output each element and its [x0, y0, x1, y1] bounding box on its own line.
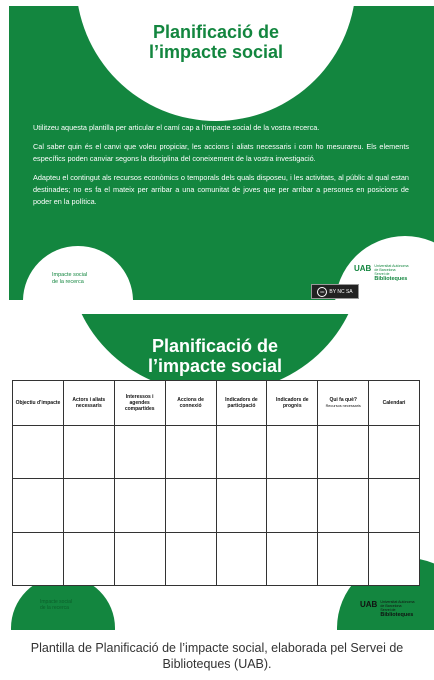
table-cell[interactable]: [63, 532, 114, 585]
column-header-sublabel: Recursos necessaris: [325, 404, 361, 408]
table-cell[interactable]: [13, 426, 64, 479]
column-header-label: Accions de connexió: [177, 397, 204, 409]
table-cell[interactable]: [318, 426, 369, 479]
table-cell[interactable]: [216, 532, 267, 585]
table-cell[interactable]: [318, 479, 369, 532]
table-cell[interactable]: [318, 532, 369, 585]
table-cell[interactable]: [267, 426, 318, 479]
table-cell[interactable]: [114, 479, 165, 532]
table-cell[interactable]: [165, 426, 216, 479]
table-cell[interactable]: [369, 426, 420, 479]
column-header: [63, 381, 114, 426]
column-header: [318, 381, 369, 426]
table-header-row: [13, 381, 420, 426]
footer-label-line1: Impacte social: [40, 599, 72, 605]
table-cell[interactable]: [13, 532, 64, 585]
column-header: [165, 381, 216, 426]
image-caption: Plantilla de Planificació de l’impacte social, elaborada pel Servei de Biblioteques (UAB).: [30, 641, 404, 671]
table-row: [13, 426, 420, 479]
impact-planning-table: [12, 380, 420, 586]
column-header-label: Indicadors de progrés: [276, 397, 309, 409]
slide1-body: [33, 122, 409, 215]
table-cell[interactable]: [114, 426, 165, 479]
uab-service: Biblioteques: [380, 612, 414, 618]
slide1-title-line2: l’impacte social: [148, 42, 284, 62]
uab-service: Biblioteques: [374, 276, 408, 282]
uab-logo: [360, 600, 415, 618]
footer-label-line2: de la recerca: [40, 605, 69, 611]
column-header: [369, 381, 420, 426]
slide1-paragraph-1: Utilitzeu aquesta plantilla per articular el camí cap a l’impacte social de la vostra recerca.: [33, 123, 320, 132]
slide2-title-line2: l’impacte social: [147, 356, 283, 376]
table-row: [13, 532, 420, 585]
slide1-title: [76, 22, 356, 62]
table-cell[interactable]: [267, 532, 318, 585]
table-cell[interactable]: [216, 479, 267, 532]
table-cell[interactable]: [63, 479, 114, 532]
table-cell[interactable]: [369, 532, 420, 585]
uab-mark: UAB: [360, 600, 378, 609]
uab-mark: UAB: [354, 264, 372, 273]
uab-org-line2: de Barcelona: [380, 604, 402, 608]
table-cell[interactable]: [13, 479, 64, 532]
table-cell[interactable]: [114, 532, 165, 585]
table-cell[interactable]: [165, 479, 216, 532]
table-cell[interactable]: [216, 426, 267, 479]
uab-logo: [354, 264, 409, 282]
intro-slide: [9, 6, 434, 300]
uab-service-small: Servei de: [374, 272, 390, 276]
slide1-footer-label: [52, 272, 87, 286]
cc-circle-icon: cc: [317, 287, 327, 297]
table-cell[interactable]: [267, 479, 318, 532]
uab-org-line1: Universitat Autònoma: [374, 264, 409, 268]
cc-license-label: BY NC SA: [329, 288, 353, 295]
footer-label-line1: Impacte social: [52, 272, 88, 278]
slide1-paragraph-2: Cal saber quin és el canvi que voleu propiciar, les accions i aliats necessaris i com ho mesurareu. Els elements específics poden canviar segons la disciplina del coneixement de la vostra investigació.: [33, 142, 409, 163]
column-header: [114, 381, 165, 426]
table-cell[interactable]: [369, 479, 420, 532]
creative-commons-icon: [311, 284, 359, 299]
uab-org-line2: de Barcelona: [374, 268, 396, 272]
uab-service-small: Servei de: [380, 608, 396, 612]
column-header-label: Qui fa què?: [329, 397, 357, 403]
column-header: [216, 381, 267, 426]
column-header-label: Actors i aliats necessaris: [72, 397, 106, 409]
table-row: [13, 479, 420, 532]
table-cell[interactable]: [63, 426, 114, 479]
slide2-footer-label: [40, 599, 72, 611]
slide2-title: [69, 336, 361, 376]
column-header: [13, 381, 64, 426]
footer-label-line2: de la recerca: [52, 279, 84, 285]
column-header-label: Objectiu d’impacte: [15, 400, 61, 406]
table-cell[interactable]: [165, 532, 216, 585]
column-header-label: Indicadors de participació: [225, 397, 258, 409]
uab-org-line1: Universitat Autònoma: [380, 600, 415, 604]
template-slide: [9, 314, 434, 630]
column-header: [267, 381, 318, 426]
column-header-label: Interessos i agendes compartides: [124, 394, 155, 412]
slide1-paragraph-3: Adapteu el contingut als recursos econòmics o temporals dels quals disposeu, i les activitats, al públic al qual estan destinades; no es fa el mateix per arribar a una comunitat de joves que per arribar a persones en posicions de poder en la política.: [33, 173, 409, 206]
slide1-title-line1: Planificació de: [152, 22, 280, 42]
column-header-label: Calendari: [382, 400, 406, 406]
slide2-title-line1: Planificació de: [151, 336, 279, 356]
